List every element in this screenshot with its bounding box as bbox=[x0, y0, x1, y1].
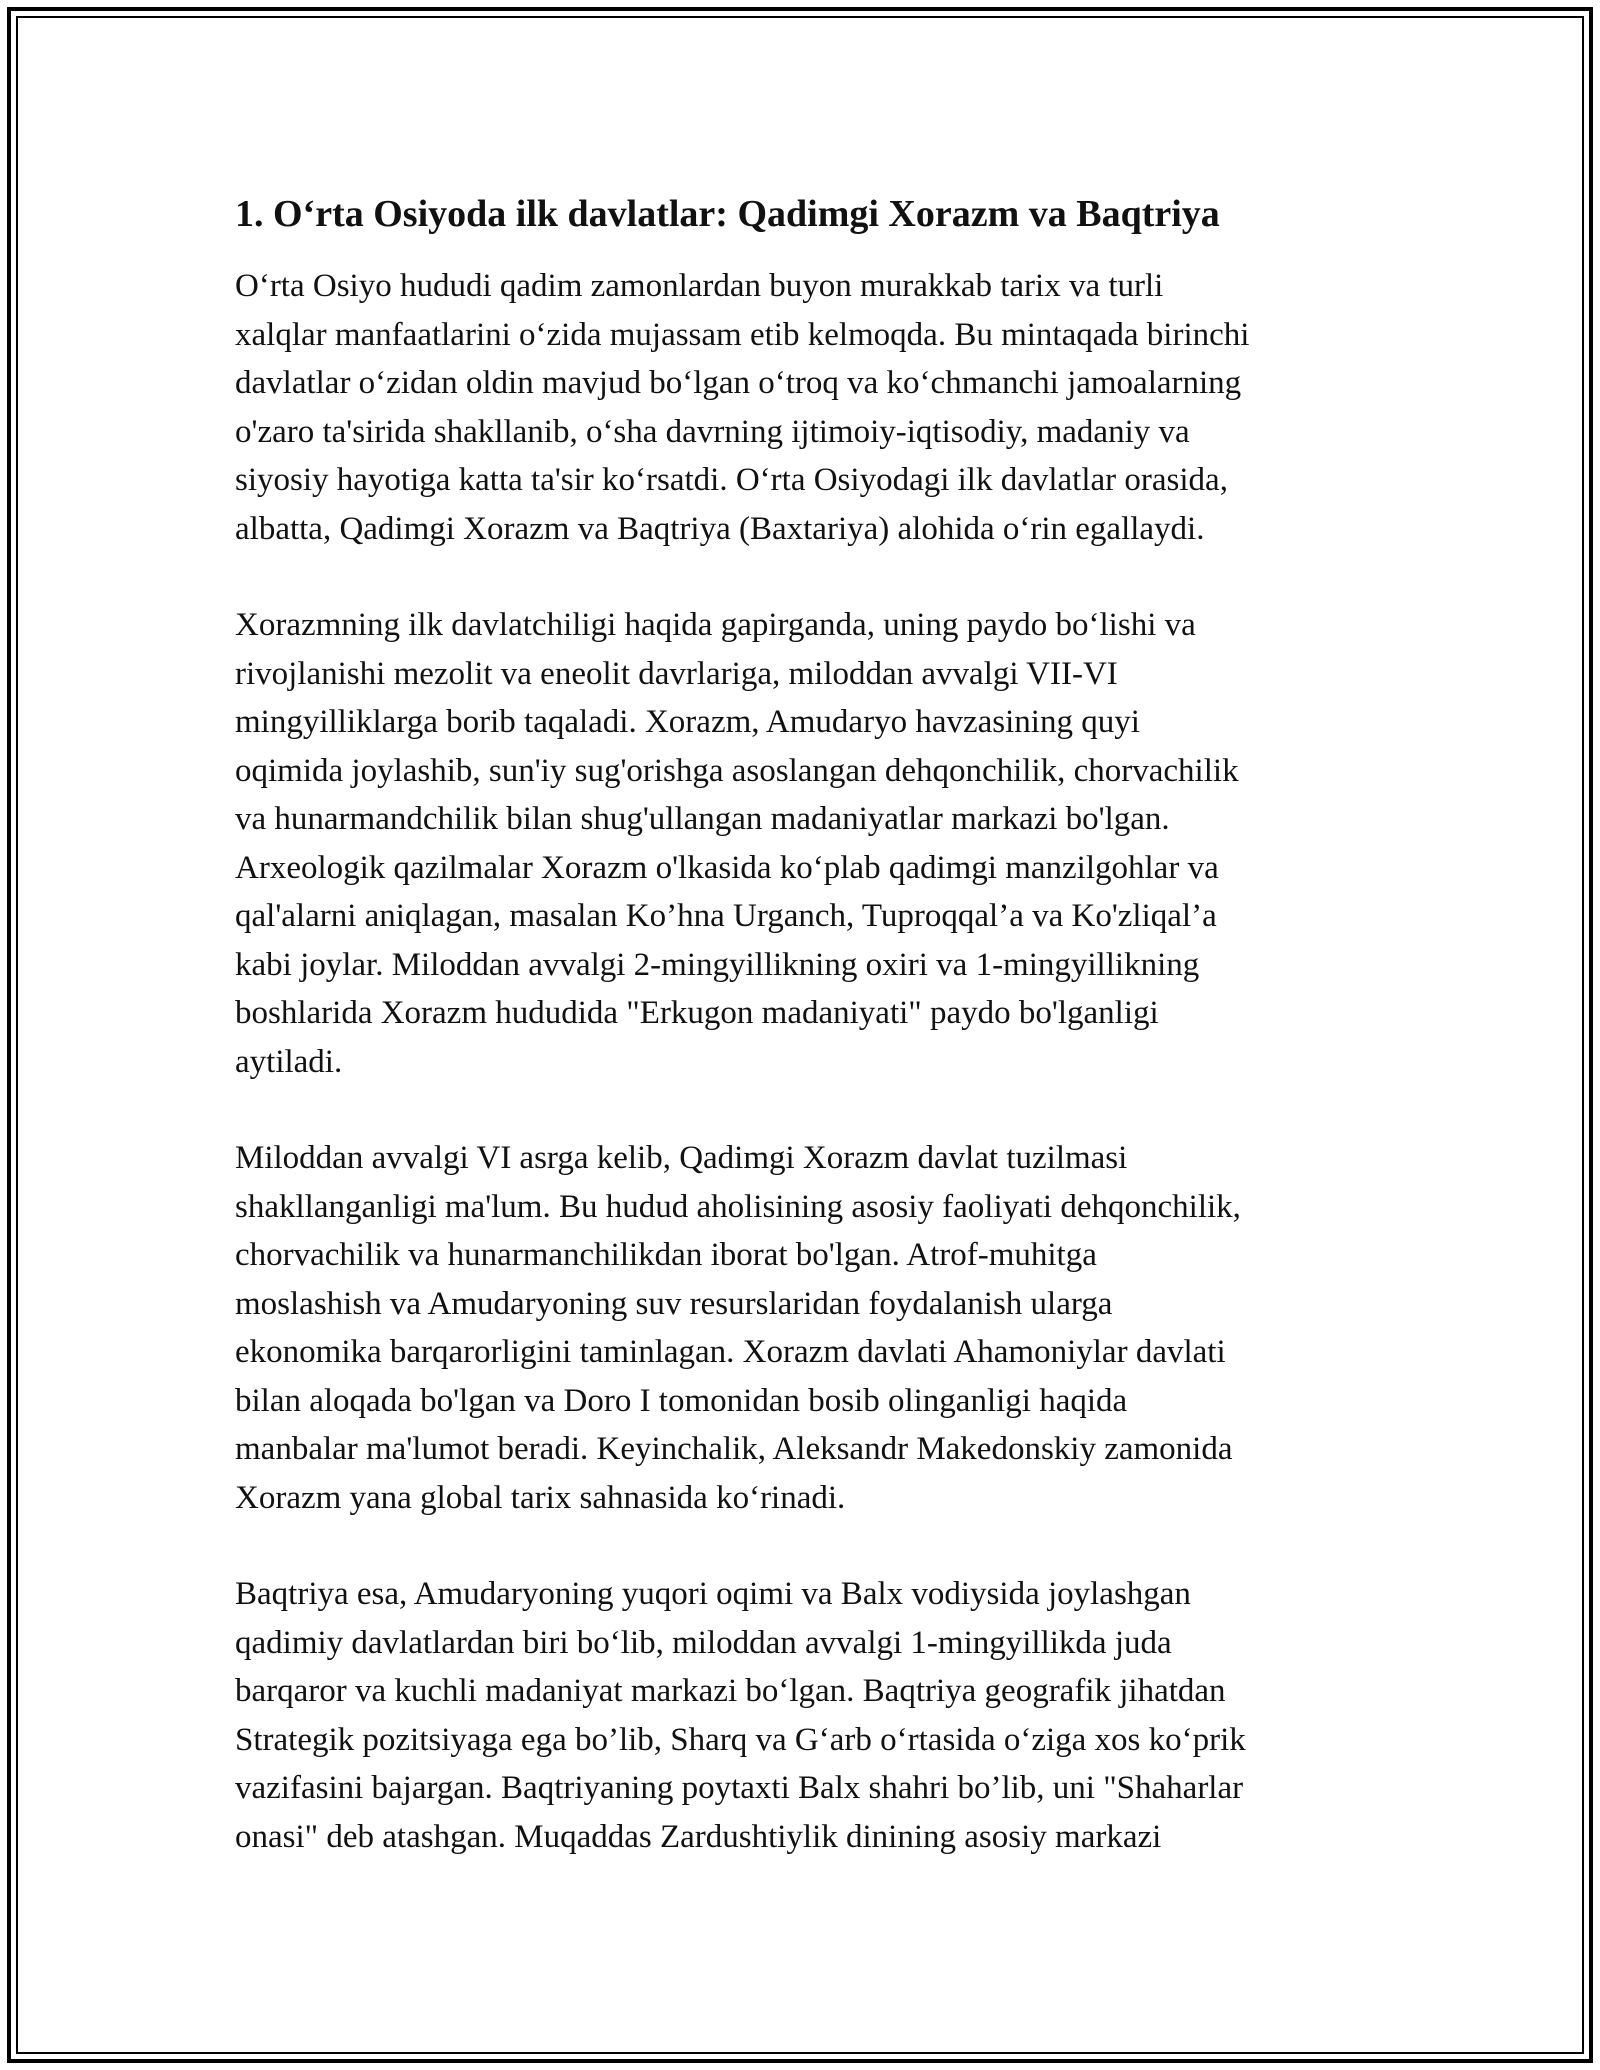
paragraph-intro: O‘rta Osiyo hududi qadim zamonlardan buyon murakkab tarix va turli xalqlar manfaatlarini o‘zida mujassam etib kelmoqda. Bu mintaqada birinchi davlatlar o‘zidan oldin mavjud bo‘lgan o‘troq va ko‘chmanchi jamoalarning o'zaro ta'sirida shakllanib, o‘sha davrning ijtimoiy-iqtisodiy, madaniy va siyosiy hayotiga katta ta'sir ko‘rsatdi. O‘rta Osiyodagi ilk davlatlar orasida, albatta, Qadimgi Xorazm va Baqtriya (Baxtariya) alohida o‘rin egallaydi. bbox=[235, 268, 1250, 547]
paragraph-xorazm-state: Miloddan avvalgi VI asrga kelib, Qadimgi Xorazm davlat tuzilmasi shakllanganligi ma'lum. Bu hudud aholisining asosiy faoliyati dehqonchilik, chorvachilik va hunarmanchilikdan iborat bo'lgan. Atrof-muhitga moslashish va Amudaryoning suv resurslaridan foydalanish ularga ekonomika barqarorligini taminlagan. Xorazm davlati Ahamoniylar davlati bilan aloqada bo'lgan va Doro I tomonidan bosib olinganligi haqida manbalar ma'lumot beradi. Keyinchalik, Aleksandr Makedonskiy zamonida Xorazm yana global tarix sahnasida ko‘rinadi. bbox=[235, 1140, 1241, 1516]
document-page bbox=[235, 188, 1375, 1909]
section-heading: 1. O‘rta Osiyoda ilk davlatlar: Qadimgi Xorazm va Baqtriya bbox=[235, 193, 1220, 235]
paragraph-xorazm-origins: Xorazmning ilk davlatchiligi haqida gapirganda, uning paydo bo‘lishi va rivojlanishi mezolit va eneolit davrlariga, miloddan avvalgi VII-VI mingyilliklarga borib taqaladi. Xorazm, Amudaryo havzasining quyi oqimida joylashib, sun'iy sug'orishga asoslangan dehqonchilik, chorvachilik va hunarmandchilik bilan shug'ullangan madaniyatlar markazi bo'lgan. Arxeologik qazilmalar Xorazm o'lkasida ko‘plab qadimgi manzilgohlar va qal'alarni aniqlagan, masalan Ko’hna Urganch, Tuproqqal’a va Ko'zliqal’a kabi joylar. Miloddan avvalgi 2-mingyillikning oxiri va 1-mingyillikning boshlarida Xorazm hududida "Erkugon madaniyati" paydo bo'lganligi aytiladi. bbox=[235, 607, 1239, 1080]
paragraph-baqtriya: Baqtriya esa, Amudaryoning yuqori oqimi va Balx vodiysida joylashgan qadimiy davlatlardan biri bo‘lib, miloddan avvalgi 1-mingyillikda juda barqaror va kuchli madaniyat markazi bo‘lgan. Baqtriya geografik jihatdan Strategik pozitsiyaga ega bo’lib, Sharq va G‘arb o‘rtasida o‘ziga xos ko‘prik vazifasini bajargan. Baqtriyaning poytaxti Balx shahri bo’lib, uni "Shaharlar onasi" deb atashgan. Muqaddas Zardushtiylik dinining asosiy markazi bbox=[235, 1576, 1246, 1855]
